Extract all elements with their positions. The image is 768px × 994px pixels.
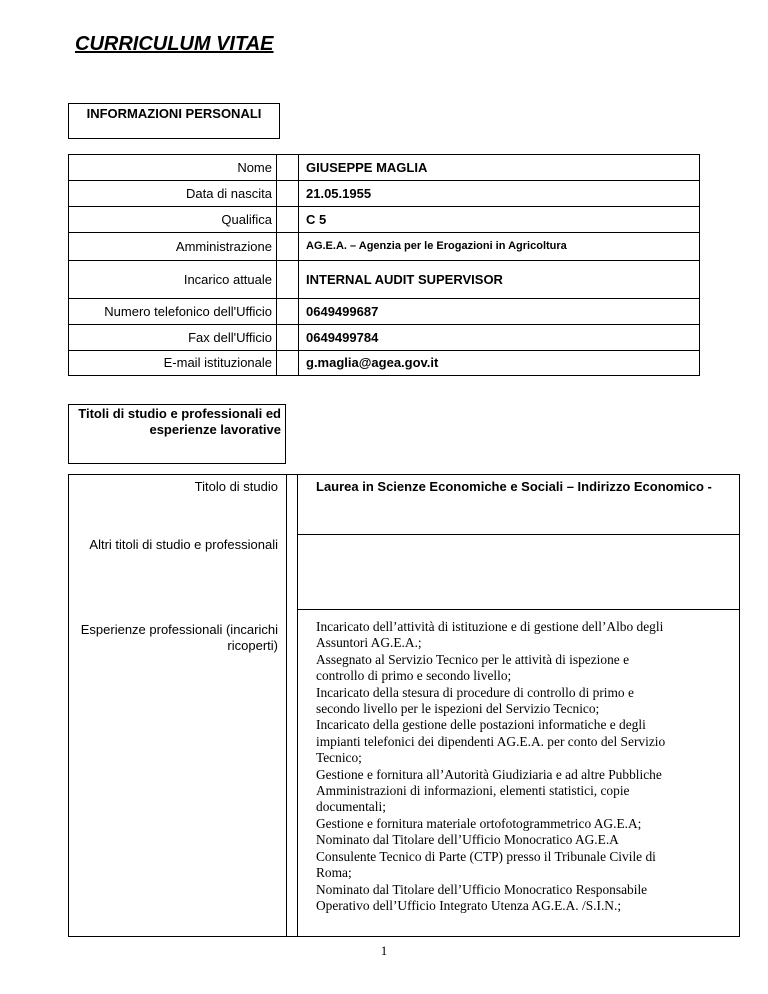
personal-value-4: INTERNAL AUDIT SUPERVISOR [306, 272, 503, 287]
titolo-di-studio-label: Titolo di studio [194, 479, 278, 494]
esperienze-line: Gestione e fornitura all’Autorità Giudiziaria e ad altre Pubbliche [316, 766, 662, 782]
esperienze-line: Nominato dal Titolare dell’Ufficio Monocratico Responsabile [316, 881, 648, 897]
esperienze-line: Operativo dell’Ufficio Integrato Utenza AG.E.A. /S.I.N.; [316, 897, 622, 913]
personal-value-1: 21.05.1955 [306, 186, 372, 201]
personal-label-6: Fax dell'Ufficio [188, 330, 272, 345]
personal-label-0: Nome [237, 160, 272, 175]
personal-label-1: Data di nascita [186, 186, 272, 201]
esperienze-line: Amministrazioni di informazioni, elementi statistici, copie [316, 783, 630, 799]
esperienze-line: documentali; [316, 799, 386, 815]
esperienze-line: Incaricato della stesura di procedure di controllo di primo e [316, 684, 634, 700]
esperienze-line: secondo livello per le ispezioni del Servizio Tecnico; [316, 701, 600, 717]
esperienze-label: Esperienze professionali (incarichi ricoperti) [80, 622, 278, 653]
personal-label-2: Qualifica [221, 212, 272, 227]
esperienze-line: Incaricato dell’attività di istituzione e di gestione dell’Albo degli [316, 619, 664, 634]
personal-label-5: Numero telefonico dell'Ufficio [104, 304, 272, 319]
personal-value-7[interactable]: g.maglia@agea.gov.it [306, 355, 439, 370]
esperienze-line: Consulente Tecnico di Parte (CTP) presso il Tribunale Civile di [316, 848, 656, 864]
personal-value-5: 0649499687 [306, 304, 379, 319]
personal-value-6: 0649499784 [306, 330, 379, 345]
document-title: CURRICULUM VITAE [75, 33, 274, 55]
altri-titoli-label: Altri titoli di studio e professionali [89, 537, 278, 552]
personal-label-4: Incarico attuale [183, 272, 272, 287]
esperienze-line: Tecnico; [316, 750, 362, 766]
personal-value-3: AG.E.A. – Agenzia per le Erogazioni in Agricoltura [306, 240, 567, 252]
personal-value-2: C 5 [306, 212, 327, 227]
personal-info-heading: INFORMAZIONI PERSONALI [68, 103, 280, 139]
esperienze-line: Nominato dal Titolare dell’Ufficio Monocratico AG.E.A [316, 832, 619, 848]
esperienze-line: Gestione e fornitura materiale ortofotogrammetrico AG.E.A; [316, 815, 642, 831]
titolo-di-studio-value: Laurea in Scienze Economiche e Sociali – Indirizzo Economico - [316, 479, 712, 494]
esperienze-line: Assuntori AG.E.A.; [316, 635, 422, 651]
esperienze-line: Incaricato della gestione delle postazioni informatiche e degli [316, 717, 646, 733]
page-number: 1 [380, 943, 388, 958]
personal-label-3: Amministrazione [175, 239, 272, 254]
esperienze-line: Assegnato al Servizio Tecnico per le attività di ispezione e [316, 651, 630, 667]
personal-label-7: E-mail istituzionale [163, 355, 272, 370]
esperienze-line: controllo di primo e secondo livello; [316, 668, 512, 684]
studies-heading: Titoli di studio e professionali ed esperienze lavorative [68, 404, 286, 464]
personal-value-0: GIUSEPPE MAGLIA [306, 160, 428, 175]
esperienze-text [316, 619, 738, 914]
esperienze-line: Roma; [316, 865, 352, 881]
esperienze-line: impianti telefonici dei dipendenti AG.E.A. per conto del Servizio [316, 733, 666, 749]
